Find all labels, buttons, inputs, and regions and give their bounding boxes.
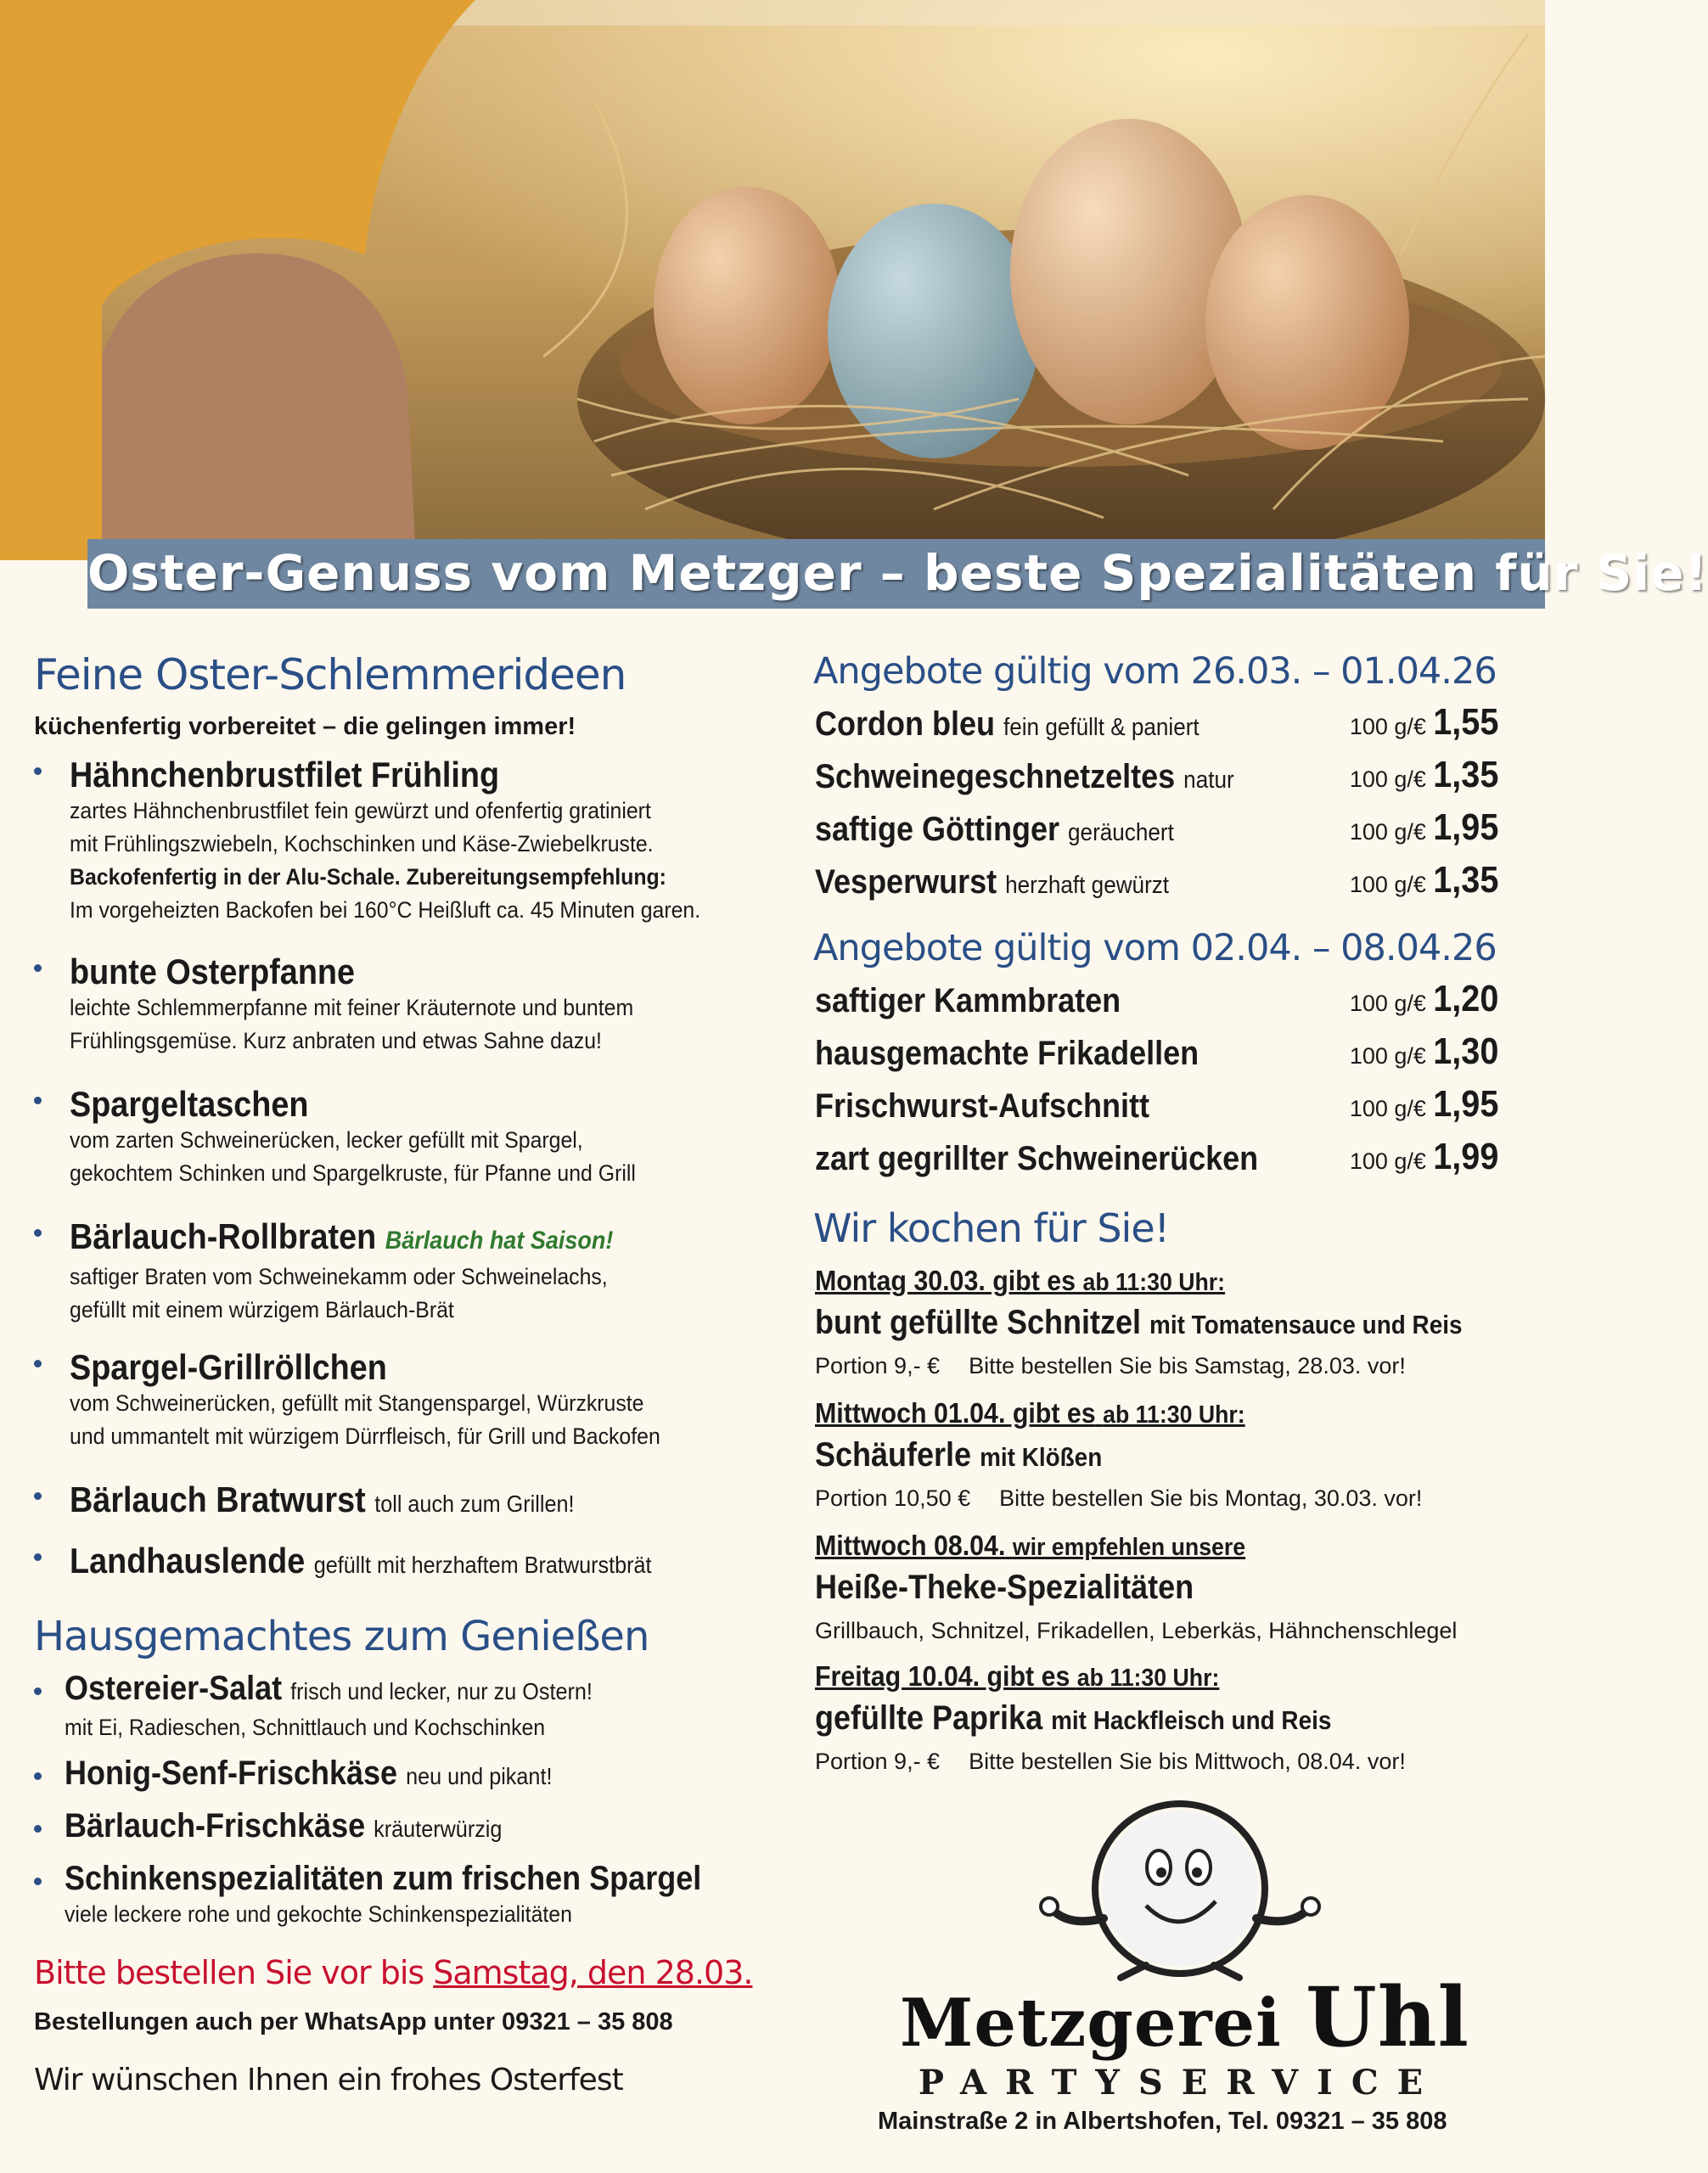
logo [900, 1800, 1469, 2122]
cooking-heading: Wir kochen für Sie! [813, 1205, 1170, 1251]
product-price [1350, 806, 1503, 849]
product-name-text: Schweinegeschnetzeltes [815, 758, 1176, 795]
bullet-icon [34, 1553, 42, 1561]
list-item [34, 1859, 789, 1931]
item-desc: zartes Hähnchenbrustfilet fein gewürzt und ofenfertig gratiniert [70, 798, 651, 823]
easter-eggs-nest-illustration [0, 0, 1545, 560]
dish-note: mit Tomatensauce und Reis [1149, 1310, 1463, 1339]
price-row [815, 1083, 1503, 1131]
dish-note: mit Hackfleisch und Reis [1051, 1705, 1332, 1735]
order-prefix: Bitte bestellen Sie vor bis [34, 1954, 434, 1991]
order-note: Bitte bestellen Sie bis Mittwoch, 08.04. vor! [969, 1749, 1406, 1774]
item-title [65, 1754, 717, 1796]
item-title: bunte Osterpfanne [70, 952, 356, 991]
item-title-text: Bärlauch Bratwurst [70, 1480, 366, 1519]
price-value: 1,30 [1433, 1030, 1499, 1072]
dish-name [815, 1699, 1331, 1738]
day-label: Montag 30.03. gibt es [815, 1265, 1076, 1296]
price-unit: 100 g/€ [1349, 991, 1426, 1016]
day-time: ab 11:30 Uhr: [1082, 1269, 1226, 1296]
product-note: fein gefüllt & paniert [1003, 714, 1200, 741]
item-desc: Im vorgeheizten Backofen bei 160°C Heißluft ca. 45 Minuten garen. [70, 897, 701, 923]
logo-name [900, 1969, 1469, 2065]
bullet-icon [34, 767, 42, 775]
order-note: Bitte bestellen Sie bis Montag, 30.03. vor! [999, 1485, 1423, 1511]
portion-line [815, 1485, 1422, 1512]
portion-line [815, 1353, 1406, 1379]
product-name-text: Vesperwurst [815, 863, 997, 901]
mascot-icon [900, 1800, 1460, 1978]
day-time: ab 11:30 Uhr: [1103, 1401, 1245, 1429]
day-heading [815, 1530, 1245, 1562]
price-value: 1,35 [1433, 859, 1499, 901]
price-row [815, 978, 1503, 1025]
product-price [1350, 859, 1503, 901]
price-value: 1,95 [1433, 1083, 1499, 1125]
price-row [815, 806, 1503, 854]
item-title [65, 1806, 717, 1849]
price-unit: 100 g/€ [1349, 872, 1426, 897]
item-desc: Backofenfertig in der Alu-Schale. Zubereitungsempfehlung: [70, 864, 666, 890]
list-item [34, 1480, 789, 1524]
product-price [1350, 1083, 1503, 1126]
product-note: geräuchert [1068, 819, 1174, 846]
price-unit: 100 g/€ [1349, 1096, 1426, 1121]
day-time: ab 11:30 Uhr: [1076, 1665, 1220, 1692]
day-heading [815, 1660, 1219, 1693]
product-price [1350, 978, 1503, 1020]
item-note: neu und pikant! [406, 1763, 553, 1789]
list-item [34, 1541, 789, 1585]
product-price [1350, 1030, 1503, 1073]
product-name [815, 811, 1174, 849]
section-heading-oster: Feine Oster-Schlemmerideen [34, 650, 626, 699]
item-note: toll auch zum Grillen! [374, 1491, 575, 1517]
item-note: frisch und lecker, nur zu Ostern! [290, 1678, 593, 1704]
bullet-icon [34, 1097, 42, 1104]
order-date: Samstag, den 28.03. [433, 1954, 753, 1991]
item-desc: Frühlingsgemüse. Kurz anbraten und etwas Sahne dazu! [70, 1028, 602, 1053]
product-name-text: Cordon bleu [815, 705, 995, 743]
price-unit: 100 g/€ [1349, 1148, 1426, 1174]
dish-title: Schäuferle [815, 1436, 972, 1474]
item-desc: saftiger Braten vom Schweinekamm oder Schweinelachs, [70, 1264, 608, 1289]
day-label: Mittwoch 01.04. gibt es [815, 1397, 1096, 1429]
item-desc: gefüllt mit einem würzigem Bärlauch-Brät [70, 1297, 454, 1322]
price-unit: 100 g/€ [1349, 714, 1426, 739]
item-title-text: Bärlauch-Frischkäse [65, 1807, 366, 1845]
dish-name [815, 1304, 1462, 1342]
product-note: herzhaft gewürzt [1005, 872, 1170, 899]
list-item [34, 1085, 789, 1190]
item-desc: vom Schweinerücken, gefüllt mit Stangenspargel, Würzkruste [70, 1390, 644, 1416]
item-desc: mit Ei, Radieschen, Schnittlauch und Kochschinken [65, 1715, 546, 1740]
item-title: Spargel-Grillröllchen [70, 1347, 387, 1387]
portion-line: Grillbauch, Schnitzel, Frikadellen, Leberkäs, Hähnchenschlegel [815, 1618, 1458, 1643]
portion-price: Portion 9,- € [815, 1749, 941, 1774]
dish-note: mit Klößen [980, 1442, 1103, 1472]
item-title-text: Ostereier-Salat [65, 1670, 283, 1707]
day-heading [815, 1265, 1225, 1297]
item-title: Hähnchenbrustfilet Frühling [70, 755, 500, 795]
item-title [65, 1669, 717, 1711]
price-row [815, 859, 1503, 907]
order-note: Bitte bestellen Sie bis Samstag, 28.03. vor! [969, 1353, 1406, 1378]
bullet-icon [34, 1687, 42, 1695]
bullet-icon [34, 1825, 42, 1833]
hero-image [0, 0, 1545, 560]
list-item [34, 1754, 789, 1796]
item-desc: vom zarten Schweinerücken, lecker gefüllt mit Spargel, [70, 1127, 583, 1153]
product-name: zart gegrillter Schweinerücken [815, 1140, 1259, 1177]
logo-name-b: Uhl [1305, 1969, 1469, 2065]
day-label: Freitag 10.04. gibt es [815, 1660, 1070, 1692]
item-desc: leichte Schlemmerpfanne mit feiner Kräuternote und buntem [70, 995, 634, 1020]
product-name: saftiger Kammbraten [815, 982, 1121, 1019]
product-price [1350, 1136, 1503, 1178]
item-title: Spargeltaschen [70, 1084, 309, 1124]
bullet-icon [34, 964, 42, 972]
address: Mainstraße 2 in Albertshofen, Tel. 09321 – 35 808 [878, 2108, 1447, 2135]
bullet-icon [34, 1492, 42, 1500]
dish-name [815, 1436, 1102, 1474]
banner-title: Oster-Genuss vom Metzger – beste Spezialitäten für Sie! [87, 544, 1708, 602]
item-desc: mit Frühlingszwiebeln, Kochschinken und Käse-Zwiebelkruste. [70, 831, 654, 856]
item-desc: viele leckere rohe und gekochte Schinkenspezialitäten [65, 1901, 572, 1927]
price-value: 1,20 [1433, 978, 1499, 1019]
price-unit: 100 g/€ [1349, 819, 1426, 845]
portion-price: Portion 10,50 € [815, 1485, 971, 1511]
list-item [34, 1806, 789, 1849]
item-title-text: Landhauslende [70, 1541, 306, 1581]
easter-wish: Wir wünschen Ihnen ein frohes Osterfest [34, 2063, 623, 2097]
portion-price: Portion 9,- € [815, 1353, 941, 1378]
bullet-icon [34, 1878, 42, 1885]
bullet-icon [34, 1360, 42, 1367]
price-value: 1,95 [1433, 806, 1499, 848]
product-price [1350, 701, 1503, 744]
item-title-text: Bärlauch-Rollbraten [70, 1216, 377, 1256]
list-item [34, 1348, 789, 1453]
product-note: natur [1183, 766, 1234, 794]
product-name-text: saftige Göttinger [815, 811, 1060, 848]
logo-subtitle: PARTYSERVICE [918, 2063, 1442, 2103]
order-deadline [34, 1954, 752, 1991]
price-value: 1,55 [1433, 701, 1499, 743]
dish-name: Heiße-Theke-Spezialitäten [815, 1569, 1194, 1606]
product-name: hausgemachte Frikadellen [815, 1035, 1200, 1072]
list-item [34, 755, 789, 927]
item-title-text: Honig-Senf-Frischkäse [65, 1755, 398, 1792]
item-note: gefüllt mit herzhaftem Bratwurstbrät [313, 1552, 652, 1578]
item-title [70, 1217, 717, 1261]
item-desc: gekochtem Schinken und Spargelkruste, für Pfanne und Grill [70, 1160, 636, 1186]
bullet-icon [34, 1229, 42, 1237]
product-name [815, 705, 1200, 744]
price-unit: 100 g/€ [1349, 1043, 1426, 1069]
price-unit: 100 g/€ [1349, 766, 1426, 792]
item-note: kräuterwürzig [374, 1816, 503, 1842]
bullet-icon [34, 1772, 42, 1780]
portion-line [815, 1749, 1406, 1775]
price-row [815, 1030, 1503, 1078]
day-label: Mittwoch 08.04. [815, 1530, 1006, 1561]
list-item [34, 1217, 789, 1327]
product-name [815, 863, 1169, 901]
section-subheading: küchenfertig vorbereitet – die gelingen immer! [34, 713, 576, 740]
item-desc: und ummantelt mit würzigem Dürrfleisch, für Grill und Backofen [70, 1423, 660, 1449]
price-row [815, 1136, 1503, 1183]
item-title [70, 1541, 717, 1585]
day-heading [815, 1397, 1245, 1429]
title-banner [87, 539, 1708, 609]
dish-title: gefüllte Paprika [815, 1699, 1043, 1737]
list-item [34, 952, 789, 1058]
product-price [1350, 754, 1503, 796]
section-heading-hausgemacht: Hausgemachtes zum Genießen [34, 1613, 649, 1660]
product-name: Frischwurst-Aufschnitt [815, 1087, 1150, 1125]
price-value: 1,35 [1433, 754, 1499, 795]
offer-heading-2: Angebote gültig vom 02.04. – 08.04.26 [813, 927, 1497, 969]
list-item [34, 1669, 789, 1744]
logo-name-a: Metzgerei [900, 1985, 1306, 2062]
product-name [815, 758, 1234, 796]
offer-heading-1: Angebote gültig vom 26.03. – 01.04.26 [813, 650, 1497, 693]
price-value: 1,99 [1433, 1136, 1499, 1177]
whatsapp-info: Bestellungen auch per WhatsApp unter 09321 – 35 808 [34, 2008, 673, 2035]
dish-title: bunt gefüllte Schnitzel [815, 1304, 1142, 1341]
price-row [815, 754, 1503, 801]
item-title: Schinkenspezialitäten zum frischen Spargel [65, 1860, 702, 1897]
item-title [70, 1480, 717, 1524]
item-note: Bärlauch hat Saison! [385, 1227, 614, 1255]
day-time: wir empfehlen unsere [1012, 1534, 1246, 1561]
price-row [815, 701, 1503, 749]
